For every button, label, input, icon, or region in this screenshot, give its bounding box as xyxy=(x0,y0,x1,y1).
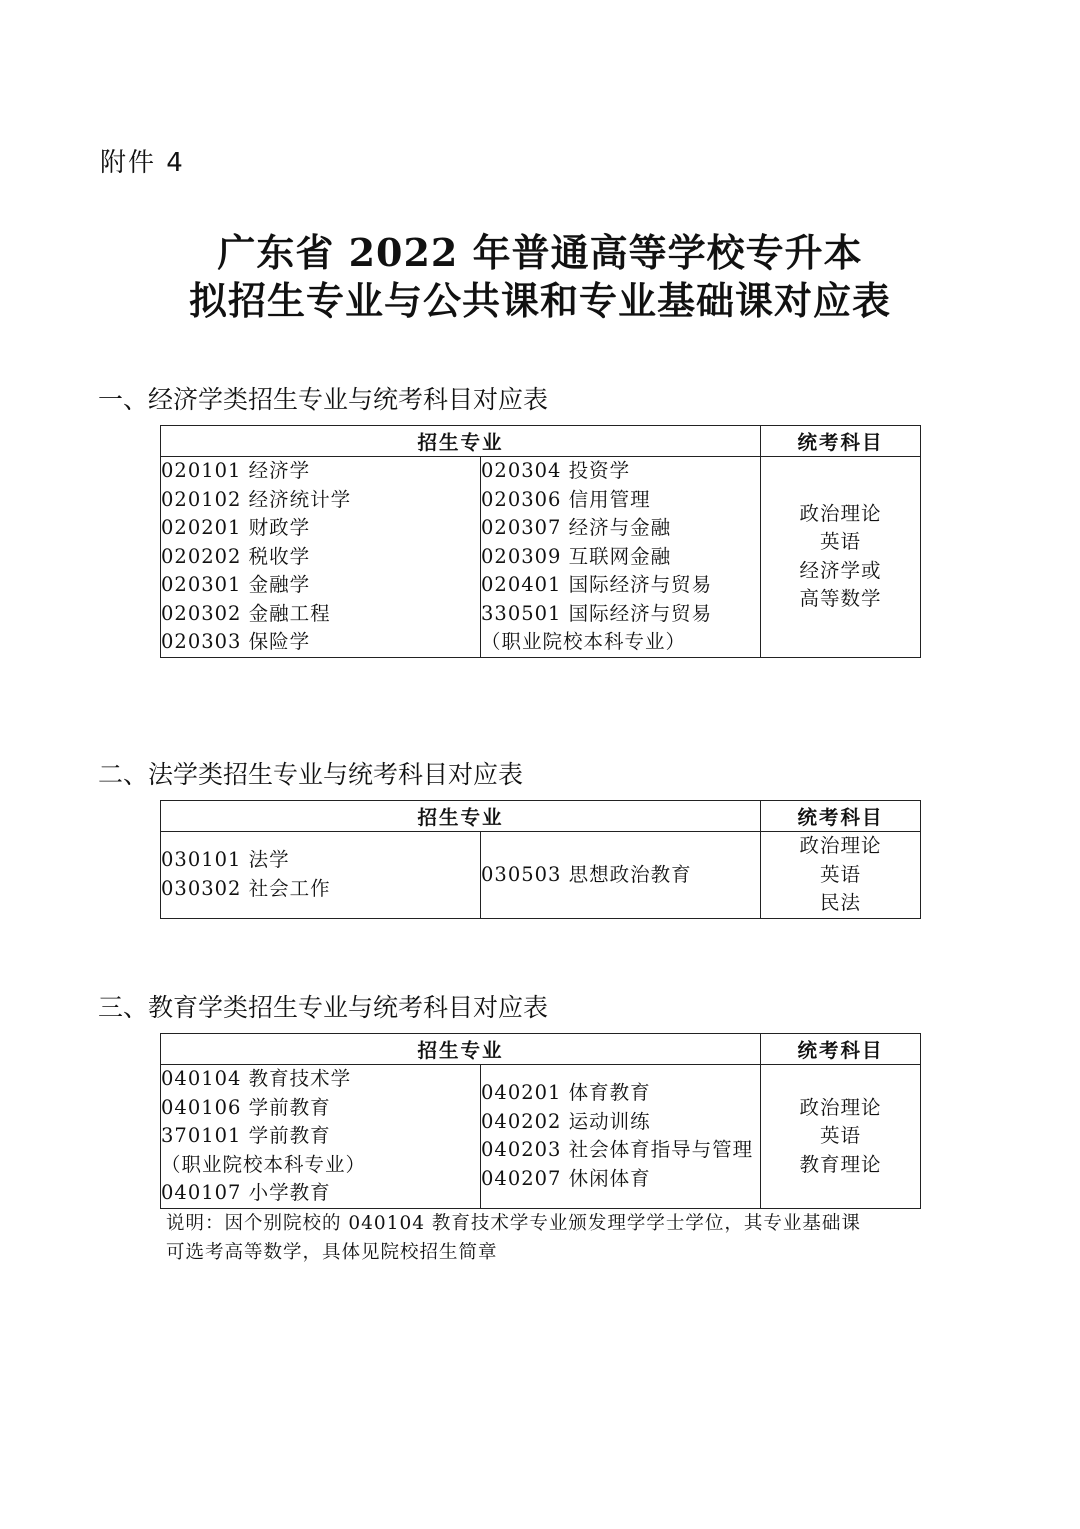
subject-item: 高等数学 xyxy=(799,587,882,611)
major-item: 040202 运动训练 xyxy=(481,1109,651,1133)
major-list-left xyxy=(161,1065,481,1209)
section-heading-law: 二、法学类招生专业与统考科目对应表 xyxy=(98,760,524,789)
header-subject: 统考科目 xyxy=(761,426,921,457)
major-item: 020306 信用管理 xyxy=(481,487,651,511)
major-item: 020401 国际经济与贸易 xyxy=(481,573,713,596)
major-list-left xyxy=(161,457,481,658)
major-item: 370101 学前教育 xyxy=(161,1124,331,1147)
major-item: 020307 经济与金融 xyxy=(481,516,672,539)
section-heading-economics: 一、经济学类招生专业与统考科目对应表 xyxy=(98,385,549,414)
major-item: 030101 法学 xyxy=(161,848,290,872)
note-line2: 可选考高等数学，具体见院校招生简章 xyxy=(166,1242,498,1263)
major-list-right xyxy=(481,457,761,658)
major-item: 030302 社会工作 xyxy=(161,876,331,900)
subject-item: 政治理论 xyxy=(799,1095,882,1119)
subject-item: 英语 xyxy=(820,530,862,554)
header-major: 招生专业 xyxy=(161,801,761,832)
document-title-line2: 拟招生专业与公共课和专业基础课对应表 xyxy=(188,278,891,323)
major-item: 040104 教育技术学 xyxy=(161,1067,352,1090)
major-list-right xyxy=(481,1065,761,1209)
subject-item: 经济学或 xyxy=(799,558,882,582)
major-item: （职业院校本科专业） xyxy=(481,630,687,653)
major-item: 020201 财政学 xyxy=(161,516,311,539)
major-item: 020304 投资学 xyxy=(481,459,631,482)
major-item: 040207 休闲体育 xyxy=(481,1166,651,1190)
subject-item: 教育理论 xyxy=(799,1152,882,1176)
header-major: 招生专业 xyxy=(161,1034,761,1065)
subject-item: 民法 xyxy=(820,891,862,914)
major-item: 020202 税收学 xyxy=(161,544,311,568)
major-item: 020303 保险学 xyxy=(161,630,311,653)
economics-table xyxy=(160,425,921,658)
note-line1: 说明：因个别院校的 040104 教育技术学专业颁发理学学士学位，其专业基础课 xyxy=(166,1213,861,1234)
major-item: 030503 思想政治教育 xyxy=(481,862,692,886)
attachment-label: 附件 4 xyxy=(100,148,185,178)
major-item: 020102 经济统计学 xyxy=(161,487,352,511)
major-item: 040203 社会体育指导与管理 xyxy=(481,1138,754,1162)
law-table xyxy=(160,800,921,919)
major-list-right xyxy=(481,832,761,919)
document-title-line1: 广东省 2022 年普通高等学校专升本 xyxy=(217,230,863,275)
subject-list xyxy=(761,457,921,658)
major-item: 330501 国际经济与贸易 xyxy=(481,601,713,625)
header-subject: 统考科目 xyxy=(761,1034,921,1065)
section-heading-education: 三、教育学类招生专业与统考科目对应表 xyxy=(98,993,549,1022)
major-item: （职业院校本科专业） xyxy=(161,1152,367,1176)
subject-list xyxy=(761,1065,921,1209)
subject-item: 英语 xyxy=(820,1124,862,1147)
major-item: 020101 经济学 xyxy=(161,459,311,482)
major-item: 020301 金融学 xyxy=(161,573,311,596)
subject-item: 政治理论 xyxy=(799,501,882,525)
header-subject: 统考科目 xyxy=(761,801,921,832)
major-item: 040106 学前教育 xyxy=(161,1095,331,1119)
major-list-left xyxy=(161,832,481,919)
subject-list xyxy=(761,832,921,919)
major-item: 020309 互联网金融 xyxy=(481,544,672,568)
major-item: 040201 体育教育 xyxy=(481,1081,651,1105)
subject-item: 政治理论 xyxy=(799,834,882,857)
major-item: 020302 金融工程 xyxy=(161,601,331,625)
education-table xyxy=(160,1033,921,1209)
header-major: 招生专业 xyxy=(161,426,761,457)
subject-item: 英语 xyxy=(820,862,862,886)
major-item: 040107 小学教育 xyxy=(161,1181,331,1204)
